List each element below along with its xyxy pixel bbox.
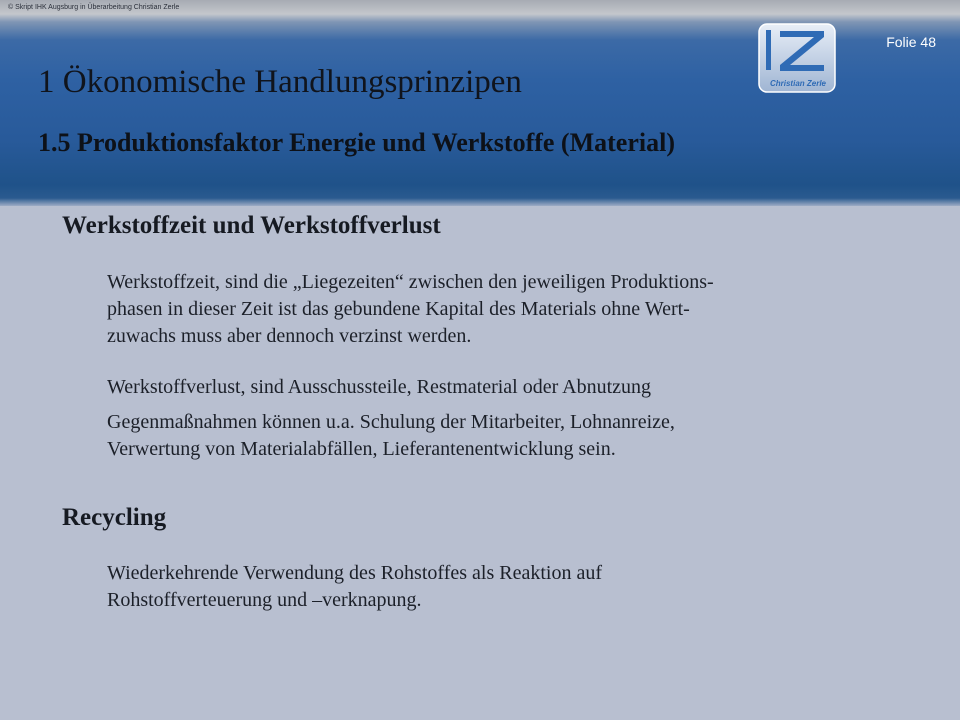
- paragraph-werkstoffverlust: Werkstoffverlust, sind Ausschussteile, Restmaterial oder Abnutzung: [107, 376, 652, 398]
- slide-number: Folie 48: [886, 34, 936, 50]
- copyright-notice: © Skript IHK Augsburg in Überarbeitung Christian Zerle: [8, 4, 180, 11]
- slide-subtitle: 1.5 Produktionsfaktor Energie und Werkstoffe (Material): [38, 128, 675, 157]
- logo: [758, 23, 836, 93]
- slide-title: 1 Ökonomische Handlungsprinzipen: [38, 64, 522, 100]
- paragraph-werkstoffzeit: Werkstoffzeit, sind die „Liegezeiten“ zwischen den jeweiligen Produktions- phasen in dieser Zeit ist das gebundene Kapital des Materials ohne Wert- zuwachs muss aber dennoch verzinst werden.: [107, 271, 714, 347]
- section-heading-recycling: Recycling: [62, 504, 167, 531]
- section-heading-werkstoffzeit: Werkstoffzeit und Werkstoffverlust: [62, 212, 441, 239]
- paragraph-recycling: Wiederkehrende Verwendung des Rohstoffes als Reaktion auf Rohstoffverteuerung und –verknapung.: [107, 562, 602, 611]
- svg-text:Christian Zerle: Christian Zerle: [769, 79, 827, 88]
- paragraph-gegenmassnahmen: Gegenmaßnahmen können u.a. Schulung der Mitarbeiter, Lohnanreize, Verwertung von Materialabfällen, Lieferantenentwicklung sein.: [107, 411, 675, 460]
